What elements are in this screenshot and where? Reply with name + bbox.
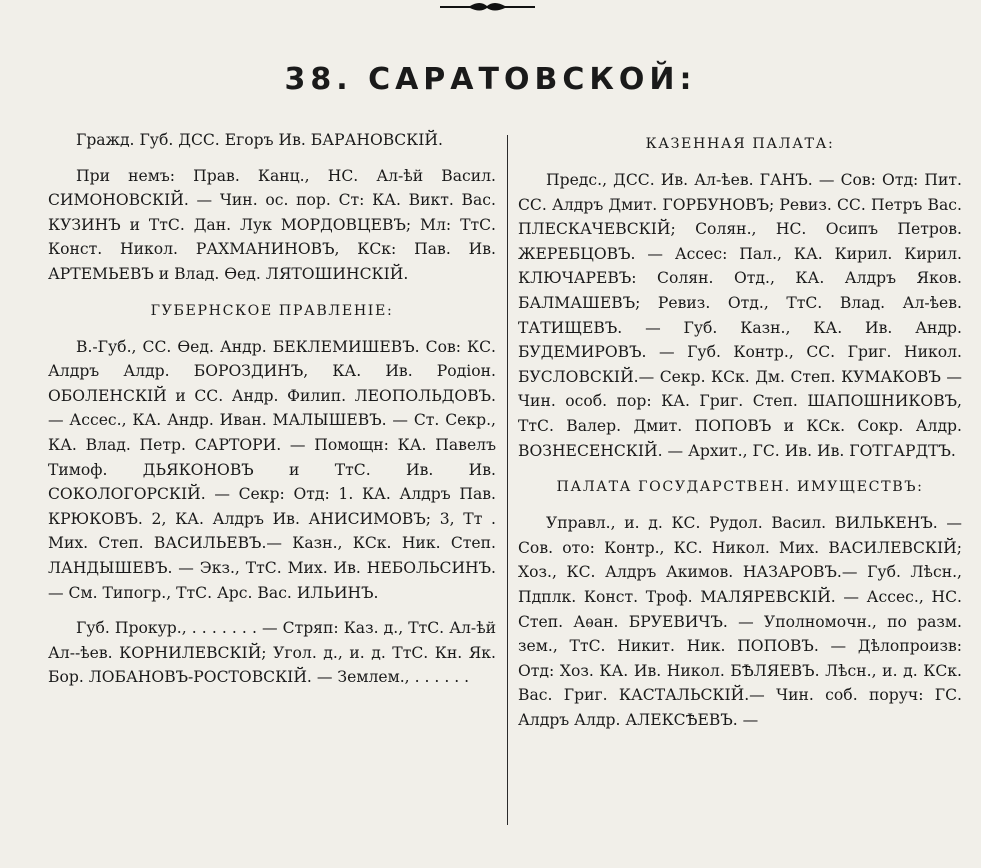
page-title: 38. САРАТОВСКОЙ: — [284, 62, 697, 97]
section-heading-state-property-chamber: ПАЛАТА ГОСУДАРСТВЕН. ИМУЩЕСТВЪ: — [556, 479, 924, 496]
governor-paragraph: Гражд. Губ. ДСС. Егоръ Ив. БАРАНОВСКІЙ. — [76, 131, 443, 149]
provincial-board-paragraph: В.-Губ., СС. Ѳед. Андр. БЕКЛЕМИШЕВЪ. Сов: КС. Алдръ Алдр. БОРОЗДИНЪ, КА. Ив. Родіон. ОБОЛЕНСКІЙ и СС. Андр. Филип. ЛЕОПОЛЬДОВЪ. — Ассес., КА. Андр. Иван. МАЛЫШЕВЪ. — Ст. Секр., КА. Влад. Петр. САРТОРИ. — Помощн: КА. Павелъ Тимоф. ДЬЯКОНОВЪ и ТтС. Ив. Ив. СОКОЛОГОРСКІЙ. — Секр: Отд: 1. КА. Алдръ Пав. КРЮКОВЪ. 2, КА. Алдръ Ив. АНИСИМОВЪ; 3, Тт . Мих. Степ. ВАСИЛЬЕВЪ.— Казн., КСк. Ник. Степ. ЛАНДЫШЕВЪ. — Экз., ТтС. Мих. Ив. НЕБОЛЬСИНЪ. — См. Типогр., ТтС. Арс. Вас. ИЛЬИНЪ. — [48, 337, 496, 602]
section-heading-treasury-chamber: КАЗЕННАЯ ПАЛАТА: — [645, 136, 835, 152]
state-property-paragraph: Управл., и. д. КС. Рудол. Васил. ВИЛЬКЕНЪ. — Сов. ото: Контр., КС. Никол. Мих. ВАСИЛЕВСКІЙ; Хоз., КС. Алдръ Акимов. НАЗАРОВЪ.— Губ. Лѣсн., Пдплк. Конст. Троф. МАЛЯРЕВСКІЙ. — Ассес., НС. Степ. Аѳан. БРУЕВИЧЪ. — Уполномочн., по разм. зем., ТтС. Никит. Ник. ПОПОВЪ. — Дѣлопроизв: Отд: Хоз. КА. Ив. Никол. БѢЛЯЕВЪ. Лѣсн., и. д. КСк. Вас. Григ. КАСТАЛЬСКІЙ.— Чин. соб. поруч: ГС. Алдръ Алдр. АЛЕКСѢЕВЪ. — — [518, 514, 962, 729]
left-column — [48, 128, 496, 690]
right-column — [518, 128, 962, 732]
section-heading-provincial-board: ГУБЕРНСКОЕ ПРАВЛЕНІЕ: — [150, 302, 394, 319]
column-divider — [507, 135, 508, 825]
governor-office-paragraph: При немъ: Прав. Канц., НС. Ал-ѣй Васил. СИМОНОВСКІЙ. — Чин. ос. пор. Ст: КА. Викт. Вас. КУЗИНЪ и ТтС. Дан. Лук МОРДОВЦЕВЪ; Мл: ТтС. Конст. Никол. РАХМАНИНОВЪ, КСк: Пав. Ив. АРТЕМЬЕВЪ и Влад. Ѳед. ЛЯТОШИНСКІЙ. — [48, 166, 496, 283]
ornament-rule — [440, 0, 535, 14]
prosecutor-paragraph: Губ. Прокур., . . . . . . . — Стряп: Каз. д., ТтС. Ал-ѣй Ал--ѣев. КОРНИЛЕВСКІЙ; Угол. д., и. д. ТтС. Кн. Як. Бор. ЛОБАНОВЪ-РОСТОВСКІЙ. — Землем., . . . . . . — [48, 619, 496, 687]
treasury-chamber-paragraph: Предс., ДСС. Ив. Ал-ѣев. ГАНЪ. — Сов: Отд: Пит. СС. Алдръ Дмит. ГОРБУНОВЪ; Ревиз. СС. Петръ Вас. ПЛЕСКАЧЕВСКІЙ; Солян., НС. Осипъ Петров. ЖЕРЕБЦОВЪ. — Ассес: Пал., КА. Кирил. Кирил. КЛЮЧАРЕВЪ: Солян. Отд., КА. Алдръ Яков. БАЛМАШЕВЪ; Ревиз. Отд., ТтС. Влад. Ал-ѣев. ТАТИЩЕВЪ. — Губ. Казн., КА. Ив. Андр. БУДЕМИРОВЪ. — Губ. Контр., СС. Григ. Никол. БУСЛОВСКІЙ.— Секр. КСк. Дм. Степ. КУМАКОВЪ — Чин. особ. пор: КА. Григ. Степ. ШАПОШНИКОВЪ, ТтС. Валер. Дмит. ПОПОВЪ и КСк. Сокр. Алдр. ВОЗНЕСЕНСКІЙ. — Архит., ГС. Ив. Ив. ГОТГАРДТЪ. — [518, 171, 962, 460]
